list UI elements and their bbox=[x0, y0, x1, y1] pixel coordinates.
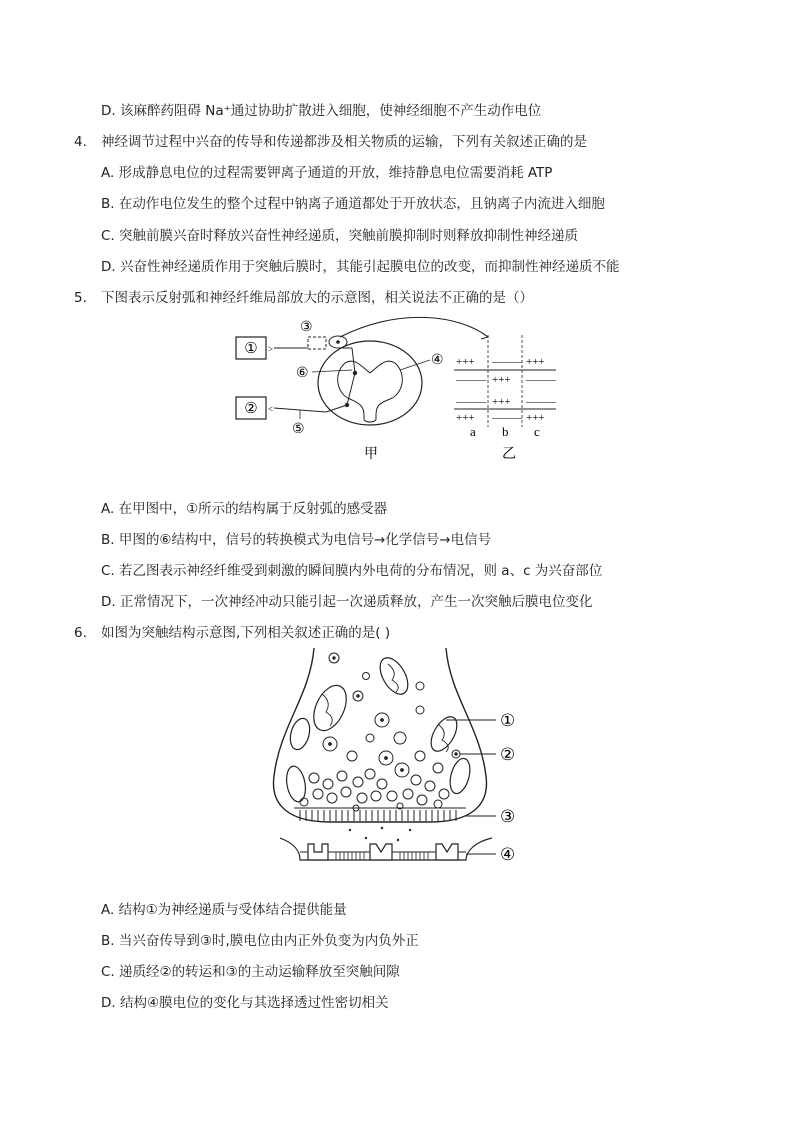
svg-text:+++: +++ bbox=[526, 412, 545, 424]
q5-stem: 下图表示反射弧和神经纤维局部放大的示意图，相关说法不正确的是（） bbox=[101, 290, 533, 306]
q6-option-c: C. 递质经②的转运和③的主动运输释放至突触间隙 bbox=[101, 964, 400, 980]
caption-yi: 乙 bbox=[502, 447, 516, 462]
q5-option-c: C. 若乙图表示神经纤维受到刺激的瞬间膜内外电荷的分布情况，则 a、c 为兴奋部位 bbox=[101, 563, 603, 579]
q6-number: 6. bbox=[74, 625, 87, 641]
q5-option-b: B. 甲图的⑥结构中，信号的转换模式为电信号→化学信号→电信号 bbox=[101, 532, 492, 548]
svg-text:———: ——— bbox=[526, 397, 556, 408]
q6-option-a: A. 结构①为神经递质与受体结合提供能量 bbox=[101, 902, 347, 918]
synapse-label-4: ④ bbox=[500, 845, 516, 864]
svg-text:+++: +++ bbox=[456, 412, 475, 424]
svg-text:b: b bbox=[502, 424, 509, 439]
svg-text:<: < bbox=[268, 404, 274, 414]
q3-option-d: D. 该麻醉药阻碍 Na⁺通过协助扩散进入细胞，使神经细胞不产生动作电位 bbox=[101, 103, 542, 119]
q4-number: 4. bbox=[74, 134, 87, 150]
svg-text:———: ——— bbox=[456, 375, 486, 386]
q4-option-b: B. 在动作电位发生的整个过程中钠离子通道都处于开放状态，且钠离子内流进入细胞 bbox=[101, 196, 605, 212]
label-4: ④ bbox=[431, 353, 444, 368]
synapse-label-1: ① bbox=[500, 711, 516, 730]
label-3: ③ bbox=[300, 320, 313, 335]
svg-text:+++: +++ bbox=[492, 374, 511, 386]
svg-text:———: ——— bbox=[526, 375, 556, 386]
svg-text:———: ——— bbox=[456, 397, 486, 408]
q4-option-a: A. 形成静息电位的过程需要钾离子通道的开放，维持静息电位需要消耗 ATP bbox=[101, 165, 553, 181]
svg-text:c: c bbox=[534, 424, 540, 439]
svg-text:>: > bbox=[268, 344, 274, 354]
label-6: ⑥ bbox=[296, 366, 309, 381]
synapse-label-3: ③ bbox=[500, 807, 516, 826]
q5-number: 5. bbox=[74, 290, 87, 306]
svg-text:a: a bbox=[470, 424, 476, 439]
svg-text:+++: +++ bbox=[456, 356, 475, 368]
q6-option-d: D. 结构④膜电位的变化与其选择透过性密切相关 bbox=[101, 995, 389, 1011]
q4-option-d: D. 兴奋性神经递质作用于突触后膜时，其能引起膜电位的改变，而抑制性神经递质不能 bbox=[101, 259, 620, 275]
svg-text:+++: +++ bbox=[526, 356, 545, 368]
svg-text:———: ——— bbox=[492, 413, 522, 424]
q6-stem: 如图为突触结构示意图,下列相关叙述正确的是( ) bbox=[101, 625, 391, 641]
label-1: ① bbox=[244, 341, 258, 357]
q4-stem: 神经调节过程中兴奋的传导和传递都涉及相关物质的运输，下列有关叙述正确的是 bbox=[101, 134, 587, 150]
svg-text:———: ——— bbox=[492, 357, 522, 368]
caption-jia: 甲 bbox=[364, 447, 378, 462]
synapse-figure bbox=[270, 646, 530, 870]
q5-option-d: D. 正常情况下，一次神经冲动只能引起一次递质释放，产生一次突触后膜电位变化 bbox=[101, 594, 593, 610]
q5-option-a: A. 在甲图中，①所示的结构属于反射弧的感受器 bbox=[101, 501, 388, 517]
synapse-label-2: ② bbox=[500, 745, 516, 764]
svg-text:+++: +++ bbox=[492, 396, 511, 408]
nerve-fiber-panel bbox=[454, 335, 557, 462]
label-5: ⑤ bbox=[292, 422, 305, 437]
reflex-arc-figure bbox=[230, 315, 570, 465]
q6-option-b: B. 当兴奋传导到③时,膜电位由内正外负变为内负外正 bbox=[101, 933, 419, 949]
q4-option-c: C. 突触前膜兴奋时释放兴奋性神经递质，突触前膜抑制时则释放抑制性神经递质 bbox=[101, 228, 579, 244]
label-2: ② bbox=[244, 401, 258, 417]
